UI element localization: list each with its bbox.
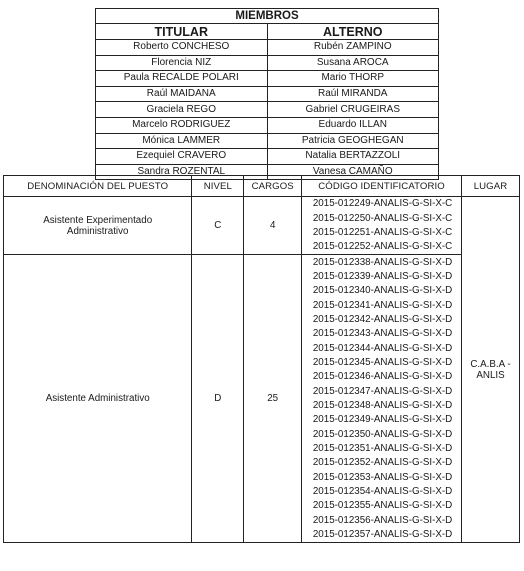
member-titular: Graciela REGO bbox=[96, 102, 268, 118]
position-code: 2015-012341-ANALIS-G-SI-X-D bbox=[302, 298, 462, 312]
member-titular: Sandra ROZENTAL bbox=[96, 164, 268, 180]
position-code: 2015-012347-ANALIS-G-SI-X-D bbox=[302, 384, 462, 398]
position-code: 2015-012251-ANALIS-G-SI-X-C bbox=[302, 226, 462, 240]
member-row bbox=[96, 55, 439, 71]
member-alterno: Gabriel CRUGEIRAS bbox=[267, 102, 439, 118]
member-alterno: Mario THORP bbox=[267, 71, 439, 87]
positions-table bbox=[3, 175, 520, 543]
position-code: 2015-012349-ANALIS-G-SI-X-D bbox=[302, 413, 462, 427]
member-alterno: Eduardo ILLAN bbox=[267, 117, 439, 133]
position-row bbox=[4, 197, 520, 212]
member-row bbox=[96, 102, 439, 118]
member-alterno: Vanesa CAMAÑO bbox=[267, 164, 439, 180]
member-row bbox=[96, 117, 439, 133]
member-alterno: Patricia GEOGHEGAN bbox=[267, 133, 439, 149]
position-code: 2015-012353-ANALIS-G-SI-X-D bbox=[302, 471, 462, 485]
position-code: 2015-012346-ANALIS-G-SI-X-D bbox=[302, 370, 462, 384]
position-location: C.A.B.A - ANLIS bbox=[462, 197, 520, 543]
members-table bbox=[95, 8, 439, 180]
member-alterno: Rubén ZAMPINO bbox=[267, 40, 439, 56]
position-code: 2015-012356-ANALIS-G-SI-X-D bbox=[302, 514, 462, 528]
member-titular: Marcelo RODRIGUEZ bbox=[96, 117, 268, 133]
header-lugar: LUGAR bbox=[462, 176, 520, 197]
members-title: MIEMBROS bbox=[96, 9, 439, 24]
position-code: 2015-012355-ANALIS-G-SI-X-D bbox=[302, 499, 462, 513]
position-code: 2015-012340-ANALIS-G-SI-X-D bbox=[302, 284, 462, 298]
member-titular: Roberto CONCHESO bbox=[96, 40, 268, 56]
header-alterno: ALTERNO bbox=[267, 24, 439, 40]
position-code: 2015-012352-ANALIS-G-SI-X-D bbox=[302, 456, 462, 470]
member-titular: Florencia NIZ bbox=[96, 55, 268, 71]
position-code: 2015-012339-ANALIS-G-SI-X-D bbox=[302, 270, 462, 284]
position-code: 2015-012252-ANALIS-G-SI-X-C bbox=[302, 240, 462, 255]
header-titular: TITULAR bbox=[96, 24, 268, 40]
member-titular: Raúl MAIDANA bbox=[96, 86, 268, 102]
position-code: 2015-012342-ANALIS-G-SI-X-D bbox=[302, 313, 462, 327]
position-code: 2015-012351-ANALIS-G-SI-X-D bbox=[302, 442, 462, 456]
member-alterno: Natalia BERTAZZOLI bbox=[267, 149, 439, 165]
position-code: 2015-012345-ANALIS-G-SI-X-D bbox=[302, 356, 462, 370]
position-code: 2015-012249-ANALIS-G-SI-X-C bbox=[302, 197, 462, 212]
member-titular: Paula RECALDE POLARI bbox=[96, 71, 268, 87]
positions-body bbox=[4, 197, 520, 543]
position-code: 2015-012338-ANALIS-G-SI-X-D bbox=[302, 255, 462, 270]
position-code: 2015-012344-ANALIS-G-SI-X-D bbox=[302, 341, 462, 355]
position-count: 4 bbox=[244, 197, 302, 255]
member-alterno: Susana AROCA bbox=[267, 55, 439, 71]
position-code: 2015-012343-ANALIS-G-SI-X-D bbox=[302, 327, 462, 341]
header-denominacion: DENOMINACIÓN DEL PUESTO bbox=[4, 176, 192, 197]
header-codigo: CÓDIGO IDENTIFICATORIO bbox=[302, 176, 462, 197]
position-row bbox=[4, 255, 520, 270]
position-level: D bbox=[192, 255, 244, 543]
position-code: 2015-012354-ANALIS-G-SI-X-D bbox=[302, 485, 462, 499]
member-alterno: Raúl MIRANDA bbox=[267, 86, 439, 102]
header-nivel: NIVEL bbox=[192, 176, 244, 197]
position-code: 2015-012348-ANALIS-G-SI-X-D bbox=[302, 399, 462, 413]
position-code: 2015-012350-ANALIS-G-SI-X-D bbox=[302, 428, 462, 442]
position-code: 2015-012250-ANALIS-G-SI-X-C bbox=[302, 211, 462, 225]
position-name: Asistente Experimentado Administrativo bbox=[4, 197, 192, 255]
members-body bbox=[96, 40, 439, 180]
position-code: 2015-012357-ANALIS-G-SI-X-D bbox=[302, 528, 462, 543]
member-row bbox=[96, 149, 439, 165]
member-row bbox=[96, 86, 439, 102]
header-cargos: CARGOS bbox=[244, 176, 302, 197]
member-row bbox=[96, 40, 439, 56]
member-row bbox=[96, 133, 439, 149]
member-titular: Mónica LAMMER bbox=[96, 133, 268, 149]
position-level: C bbox=[192, 197, 244, 255]
position-count: 25 bbox=[244, 255, 302, 543]
position-name: Asistente Administrativo bbox=[4, 255, 192, 543]
member-row bbox=[96, 71, 439, 87]
member-titular: Ezequiel CRAVERO bbox=[96, 149, 268, 165]
